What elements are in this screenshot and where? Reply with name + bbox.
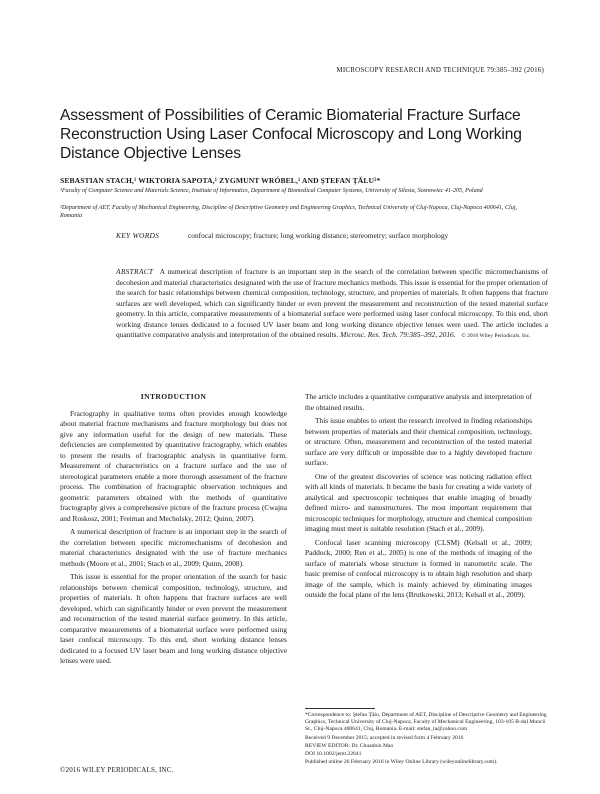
abstract-label: ABSTRACT [116, 267, 154, 276]
keywords-label: KEY WORDS [116, 231, 160, 240]
footnote-received: Received 9 December 2015; accepted in revised form 4 February 2016 [305, 734, 464, 741]
right-column [305, 392, 532, 604]
intro-paragraph: This issue enables to orient the research involved in finding relationships between properties of materials and their chemical composition, technology, or structure. Often, measurement and reconstruction of the tested material surface are very difficult or impossible due to a highly developed fracture surface. [305, 416, 532, 467]
abstract-text: A numerical description of fracture is an important step in the search of the correlation between specific micromechanisms of decohesion and material characteristics designated with the use of fracture mechanics methods. This issue is essential for the proper orientation of the search for basic relationships between chemical composition, technology, structure, and properties of materials. It often happens that fracture surfaces are well developed, which can significantly hinder or even prevent the measurement and reconstruction of the tested material surface geometry. In this article, comparative measurements of a biomaterial surface were performed using laser confocal microscopy. To this end, short working distance lenses dedicated to a focused UV laser beam and long working distance objective lenses were used. The article includes a quantitative comparative analysis and interpretation of the obtained results. [116, 267, 548, 339]
footnote-published: Published online 26 February 2016 in Wiley Online Library (wileyonlinelibrary.com). [305, 759, 498, 766]
page-footer: ©2016 WILEY PERIODICALS, INC. [60, 766, 174, 774]
footnotes [305, 712, 550, 767]
intro-paragraph: Fractography in qualitative terms often provides enough knowledge about material fracture mechanisms and fracture morphology but does not give any information useful for the design of new materials. These deficiencies are complemented by quantitative fractography, which enables to present the results of fractographic analysis in quantitative form. Measurement of characteristics on a fracture surface and the use of stereological parameters enable a more thorough assessment of the fracture process. The combination of fractographic observation techniques and geometric parameters obtained with the methods of quantitative fractography gives a comprehensive picture of the fracture process (Cwajna and Roskosz, 2001; Freiman and Mecholsky, 2012; Quinn, 2007). [60, 408, 287, 523]
abstract-citation: Microsc. Res. Tech. 79:385–392, 2016. [340, 330, 456, 339]
left-column [60, 392, 287, 670]
affiliation-2: ²Department of AET, Faculty of Mechanical Engineering, Discipline of Descriptive Geometry and Engineering Graphics, Technical University of Cluj-Napoca, Cluj-Napoca 400641, Cluj, Romania [60, 205, 517, 219]
introduction-heading: INTRODUCTION [140, 392, 207, 401]
footnote-divider [305, 708, 375, 709]
footnote-review-editor: REVIEW EDITOR: Dr. Chuanbin Mao [305, 742, 394, 749]
intro-paragraph: Confocal laser scanning microscopy (CLSM) (Kelsall et al., 2009; Paddock, 2000; Ren et al., 2005) is one of the methods of imaging of the surface of materials whose structure is formed in nanometric scale. The basic premise of confocal microscopy is to obtain high resolution and sharp image of the sample, which is mainly achieved by eliminating images outside the focal plane of the lens (Brutkowski, 2013; Kelsall et al., 2009). [305, 537, 532, 599]
abstract [116, 267, 548, 342]
affiliation-1: ¹Faculty of Computer Science and Materials Science, Institute of Informatics, Department of Biomedical Computer Systems, University of Silesia, Sosnowiec 41-205, Poland [60, 188, 483, 194]
article-title: Assessment of Possibilities of Ceramic Biomaterial Fracture Surface Reconstruction Using Laser Confocal Microscopy and Long Working Distance Objective Lenses [60, 107, 522, 162]
intro-paragraph: A numerical description of fracture is an important step in the search of the correlation between specific micromechanisms of decohesion and material characteristics designated with the use of fracture mechanics methods (Moore et al., 2001; Stach et al., 2009; Quinn, 2008). [60, 527, 287, 568]
author-list: SEBASTIAN STACH,¹ WIKTORIA SAPOTA,¹ ZYGMUNT WRÓBEL,¹ AND ŞTEFAN ŢĂLU²* [60, 176, 381, 185]
intro-paragraph: This issue is essential for the proper orientation of the search for basic relationships between chemical composition, technology, structure, and properties of materials. It often happens that fracture surfaces are well developed, which can significantly hinder or even prevent the measurement and reconstruction of the tested material surface geometry. In this article, comparative measurements of a biomaterial surface were performed using laser confocal microscopy. To this end, short working distance lenses dedicated to a focused UV laser beam and long working distance objective lenses were used. [60, 572, 287, 665]
intro-paragraph: One of the greatest discoveries of science was noticing radiation effect with all kinds of materials. It became the basis for creating a wide variety of analytical and spectroscopic techniques that enable imaging of broadly defined micro- and nanostructures. The most important requirement that microscopic techniques for morphology, structure and chemical composition imaging must meet is suitable resolution (Stach et al., 2009). [305, 471, 532, 533]
footnote-correspondence: *Correspondence to: Ştefan Ţălu, Department of AET, Discipline of Descriptive Geometry and Engineering Graphics, Technical University of Cluj-Napoca, Faculty of Mechanical Engineering, 103-105 B-dul Muncii St., Cluj-Napoca 400641, Cluj, Romania. E-mail: stefan_ta@yahoo.com [305, 712, 547, 733]
keywords-text: confocal microscopy; fracture; long working distance; stereometry; surface morphology [188, 231, 449, 240]
intro-paragraph: The article includes a quantitative comparative analysis and interpretation of the obtained results. [305, 392, 532, 412]
footnote-doi: DOI 10.1002/jemt.22641 [305, 751, 362, 758]
journal-running-head: MICROSCOPY RESEARCH AND TECHNIQUE 79:385–392 (2016) [336, 66, 544, 74]
abstract-copyright: © 2016 Wiley Periodicals, Inc. [461, 333, 531, 339]
